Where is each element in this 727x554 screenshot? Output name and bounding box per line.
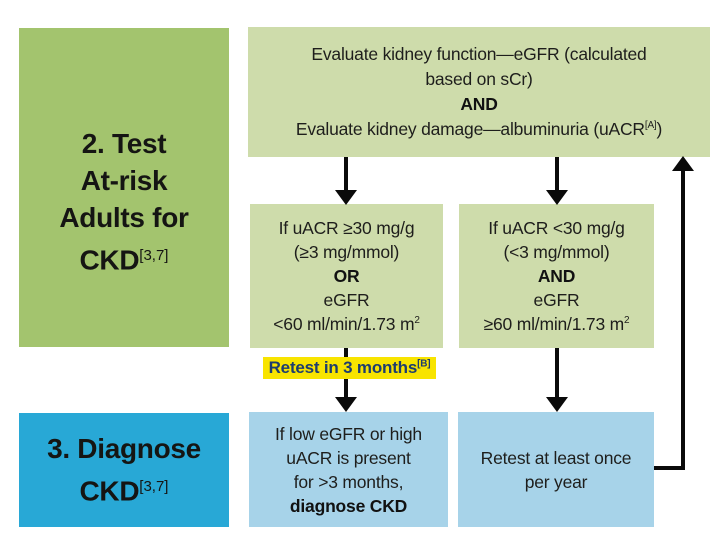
diagnose-ckd-line3: for >3 months,: [293, 471, 404, 492]
uacr-high-node: [250, 204, 443, 348]
stage3-reference-superscript: [3,7]: [139, 478, 169, 496]
uacr-high-line4: <60 ml/min/1.73 $m^2$: [273, 314, 420, 334]
retest-yearly-node-text: [481, 446, 632, 494]
diagnose-ckd-line1: If low eGFR or high: [275, 423, 422, 444]
squared-superscript: 2: [624, 315, 630, 327]
uacr-low-node: [459, 204, 654, 348]
retest-yearly-line1: Retest at least once: [480, 447, 632, 468]
stage2-title-line3: Adults for: [59, 201, 189, 233]
retest-3-months-label: Retest in 3 months[B]: [263, 357, 436, 379]
squared-superscript: 2: [414, 315, 420, 327]
stage3-title-line2: CKD[3,7]: [79, 475, 169, 507]
evaluate-and-label: AND: [460, 94, 498, 114]
evaluate-node-text: [296, 42, 662, 142]
uacr-low-line2: (<3 mg/mmol): [503, 242, 610, 262]
arrowhead-up-icon: [672, 156, 694, 171]
retest-footnote-superscript: [B]: [417, 358, 431, 370]
uacr-low-and-label: AND: [537, 266, 576, 286]
arrowhead-down-icon: [335, 190, 357, 205]
diagnose-ckd-node-text: [275, 422, 422, 518]
evaluate-line3: Evaluate kidney damage—albuminuria (uACR[A]): [295, 119, 663, 139]
arrowhead-down-icon: [546, 397, 568, 412]
uacr-low-line1: If uACR <30 mg/g: [488, 218, 625, 238]
diagnose-ckd-node: [249, 412, 448, 527]
uacr-low-node-text: [484, 216, 630, 336]
uacr-low-line4: ≥60 ml/min/1.73 $m^2$: [483, 314, 630, 334]
uacr-low-line3: eGFR: [533, 290, 580, 310]
uacr-footnote-superscript: [A]: [644, 120, 657, 132]
stage2-title: [59, 125, 188, 278]
uacr-high-or-label: OR: [333, 266, 360, 286]
diagnose-ckd-bold-line: diagnose CKD: [289, 495, 408, 516]
stage3-diagnose-panel: [19, 413, 229, 527]
arrowhead-down-icon: [546, 190, 568, 205]
uacr-high-line1: If uACR ≥30 mg/g: [278, 218, 415, 238]
stage2-title-line1: 2. Test: [81, 127, 167, 159]
stage2-title-line2: At-risk: [80, 164, 168, 196]
stage2-reference-superscript: [3,7]: [139, 246, 169, 264]
retest-yearly-line2: per year: [524, 471, 588, 492]
uacr-high-node-text: [273, 216, 419, 336]
stage3-title-line1: 3. Diagnose: [47, 433, 201, 465]
evaluate-line2: based on sCr): [425, 69, 533, 89]
diagnose-ckd-line2: uACR is present: [286, 447, 411, 468]
arrowhead-down-icon: [335, 397, 357, 412]
stage3-title: [47, 430, 201, 509]
uacr-high-line3: eGFR: [323, 290, 370, 310]
evaluate-line1: Evaluate kidney function—eGFR (calculated: [311, 44, 647, 64]
evaluate-node: [248, 27, 710, 157]
retest-yearly-node: [458, 412, 654, 527]
uacr-high-line2: (≥3 mg/mmol): [293, 242, 400, 262]
stage2-title-line4: CKD[3,7]: [79, 244, 169, 276]
stage2-test-panel: [19, 28, 229, 347]
